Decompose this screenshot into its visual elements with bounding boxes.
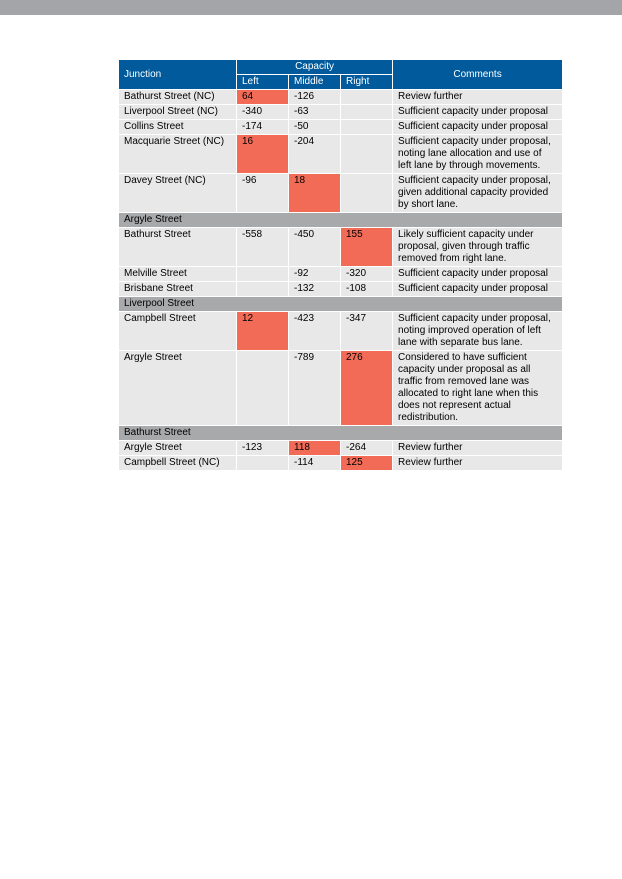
left-cell: -174 <box>237 120 289 135</box>
middle-cell: -132 <box>289 282 341 297</box>
left-cell <box>237 267 289 282</box>
table-row <box>119 456 563 471</box>
right-cell <box>341 120 393 135</box>
junction-cell: Argyle Street <box>119 351 237 426</box>
left-cell: 64 <box>237 90 289 105</box>
left-cell: -123 <box>237 441 289 456</box>
middle-cell: 118 <box>289 441 341 456</box>
middle-cell: -92 <box>289 267 341 282</box>
comment-cell: Review further <box>393 90 563 105</box>
middle-header: Middle <box>289 75 341 90</box>
comments-header: Comments <box>393 60 563 90</box>
junction-cell: Melville Street <box>119 267 237 282</box>
middle-cell: -50 <box>289 120 341 135</box>
junction-cell: Campbell Street <box>119 312 237 351</box>
left-cell: 16 <box>237 135 289 174</box>
table-row <box>119 351 563 426</box>
left-cell <box>237 456 289 471</box>
junction-cell: Bathurst Street <box>119 228 237 267</box>
middle-cell: -126 <box>289 90 341 105</box>
table-row <box>119 312 563 351</box>
capacity-header: Capacity <box>237 60 393 75</box>
middle-cell: 18 <box>289 174 341 213</box>
capacity-table <box>118 59 563 471</box>
table-row <box>119 267 563 282</box>
comment-cell: Likely sufficient capacity under proposal, given through traffic removed from right lane. <box>393 228 563 267</box>
section-row <box>119 213 563 228</box>
comment-cell: Sufficient capacity under proposal <box>393 120 563 135</box>
table-body <box>119 90 563 471</box>
section-title: Liverpool Street <box>119 297 563 312</box>
right-cell <box>341 105 393 120</box>
junction-cell: Collins Street <box>119 120 237 135</box>
comment-cell: Sufficient capacity under proposal <box>393 105 563 120</box>
section-title: Argyle Street <box>119 213 563 228</box>
junction-header: Junction <box>119 60 237 90</box>
comment-cell: Review further <box>393 456 563 471</box>
right-cell: 276 <box>341 351 393 426</box>
middle-cell: -204 <box>289 135 341 174</box>
junction-cell: Brisbane Street <box>119 282 237 297</box>
table-row <box>119 174 563 213</box>
table-row <box>119 105 563 120</box>
middle-cell: -450 <box>289 228 341 267</box>
table-row <box>119 90 563 105</box>
comment-cell: Sufficient capacity under proposal <box>393 267 563 282</box>
right-header: Right <box>341 75 393 90</box>
left-cell <box>237 351 289 426</box>
table-row <box>119 120 563 135</box>
left-cell: -96 <box>237 174 289 213</box>
table-row <box>119 228 563 267</box>
middle-cell: -423 <box>289 312 341 351</box>
section-row <box>119 426 563 441</box>
junction-cell: Davey Street (NC) <box>119 174 237 213</box>
table-row <box>119 282 563 297</box>
middle-cell: -789 <box>289 351 341 426</box>
right-cell: -347 <box>341 312 393 351</box>
right-cell: -320 <box>341 267 393 282</box>
comment-cell: Sufficient capacity under proposal, given additional capacity provided by short lane. <box>393 174 563 213</box>
table-row <box>119 441 563 456</box>
section-title: Bathurst Street <box>119 426 563 441</box>
junction-cell: Macquarie Street (NC) <box>119 135 237 174</box>
right-cell: 155 <box>341 228 393 267</box>
junction-cell: Liverpool Street (NC) <box>119 105 237 120</box>
comment-cell: Considered to have sufficient capacity under proposal as all traffic from removed lane was allocated to right lane when this does not represent actual redistribution. <box>393 351 563 426</box>
right-cell: -264 <box>341 441 393 456</box>
section-row <box>119 297 563 312</box>
junction-cell: Bathurst Street (NC) <box>119 90 237 105</box>
junction-cell: Argyle Street <box>119 441 237 456</box>
left-header: Left <box>237 75 289 90</box>
left-cell: 12 <box>237 312 289 351</box>
right-cell: 125 <box>341 456 393 471</box>
right-cell <box>341 90 393 105</box>
right-cell <box>341 135 393 174</box>
left-cell: -558 <box>237 228 289 267</box>
left-cell: -340 <box>237 105 289 120</box>
middle-cell: -63 <box>289 105 341 120</box>
comment-cell: Sufficient capacity under proposal <box>393 282 563 297</box>
right-cell <box>341 174 393 213</box>
comment-cell: Sufficient capacity under proposal, noting improved operation of left lane with separate bus lane. <box>393 312 563 351</box>
left-cell <box>237 282 289 297</box>
middle-cell: -114 <box>289 456 341 471</box>
table-row <box>119 135 563 174</box>
junction-cell: Campbell Street (NC) <box>119 456 237 471</box>
top-banner <box>0 0 622 15</box>
right-cell: -108 <box>341 282 393 297</box>
comment-cell: Sufficient capacity under proposal, noting lane allocation and use of left lane by through movements. <box>393 135 563 174</box>
comment-cell: Review further <box>393 441 563 456</box>
